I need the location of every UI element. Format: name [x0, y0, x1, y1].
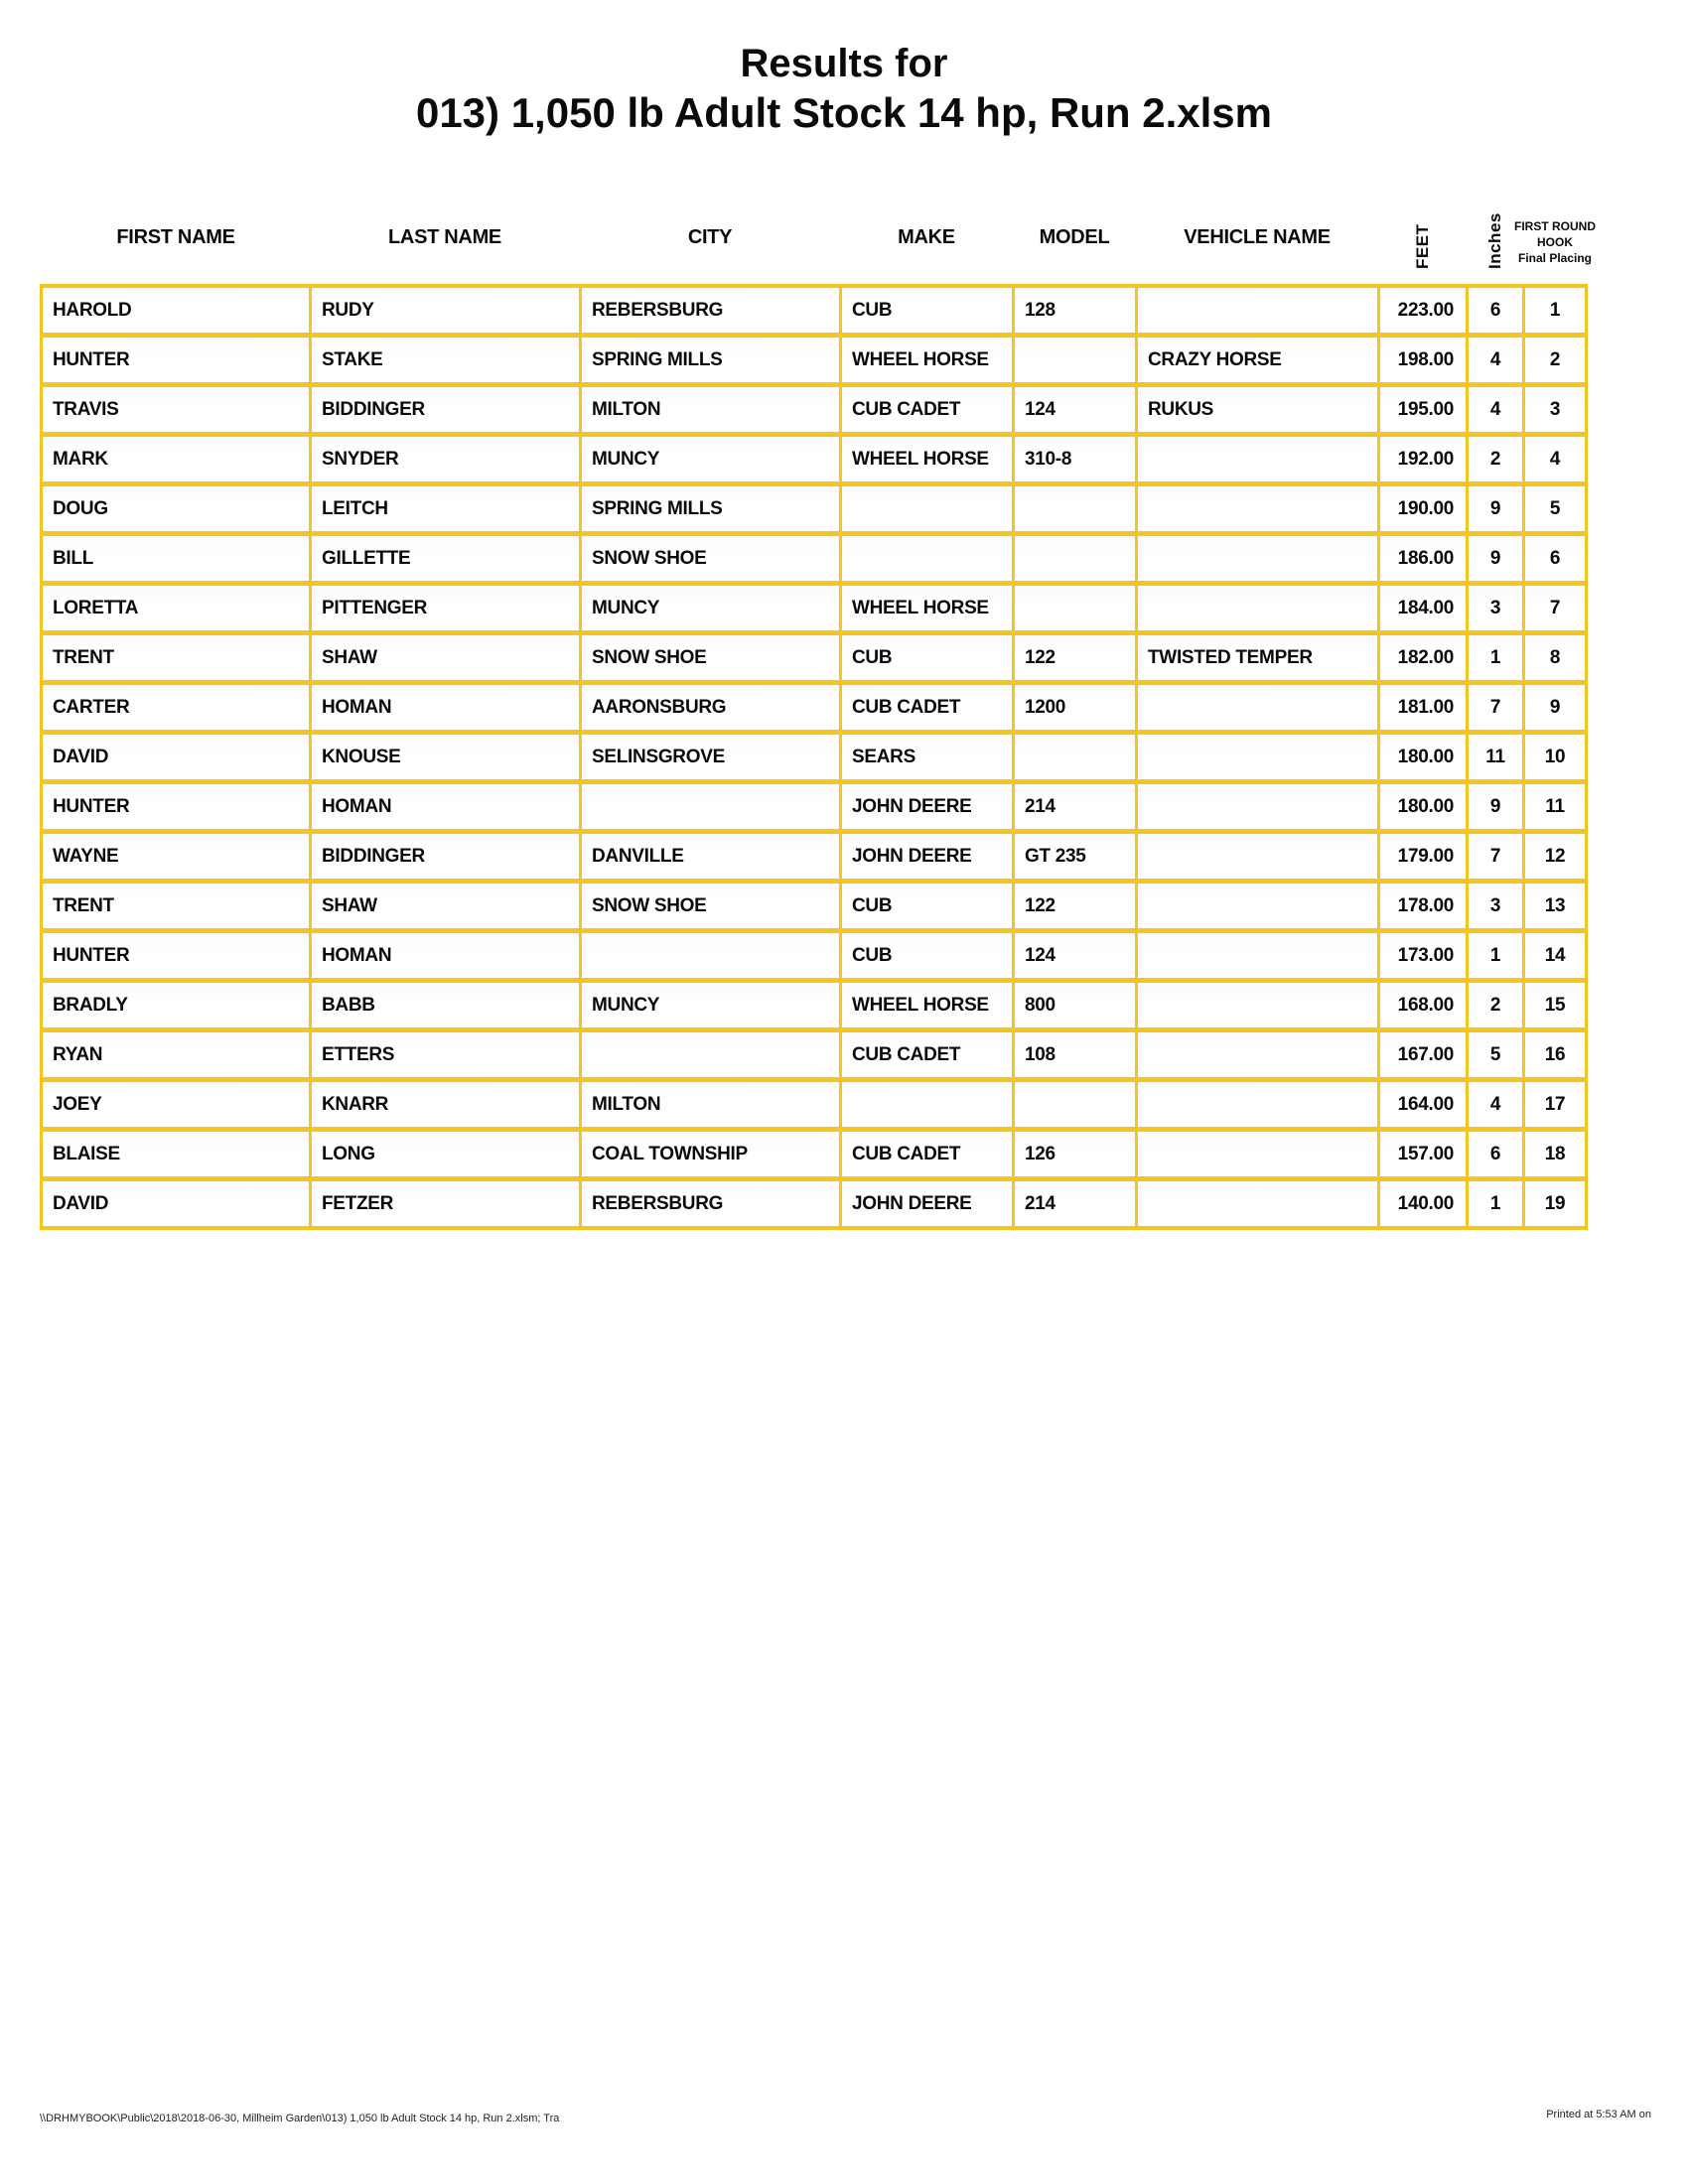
cell-inches: 11 [1469, 735, 1522, 779]
cell-vehicle-name [1138, 933, 1377, 978]
table-row [43, 1032, 1585, 1077]
column-header-first-round-hook [1514, 218, 1596, 266]
table-row [43, 586, 1585, 630]
cell-make: JOHN DEERE [842, 834, 1012, 879]
cell-feet: 223.00 [1380, 288, 1466, 333]
cell-model: 800 [1015, 983, 1135, 1027]
cell-placing: 4 [1525, 437, 1585, 481]
cell-make: CUB CADET [842, 1132, 1012, 1176]
table-row [43, 437, 1585, 481]
cell-placing: 16 [1525, 1032, 1585, 1077]
cell-inches: 1 [1469, 933, 1522, 978]
cell-make: WHEEL HORSE [842, 437, 1012, 481]
cell-model: 1200 [1015, 685, 1135, 730]
cell-feet: 190.00 [1380, 486, 1466, 531]
cell-inches: 9 [1469, 486, 1522, 531]
cell-city: MUNCY [582, 437, 839, 481]
cell-model: 128 [1015, 288, 1135, 333]
cell-city: SELINSGROVE [582, 735, 839, 779]
cell-placing: 10 [1525, 735, 1585, 779]
cell-vehicle-name: CRAZY HORSE [1138, 338, 1377, 382]
cell-city: SPRING MILLS [582, 338, 839, 382]
cell-city [582, 784, 839, 829]
cell-feet: 157.00 [1380, 1132, 1466, 1176]
cell-inches: 4 [1469, 387, 1522, 432]
cell-first-name: TRAVIS [43, 387, 309, 432]
cell-vehicle-name [1138, 784, 1377, 829]
cell-model: 124 [1015, 387, 1135, 432]
cell-inches: 1 [1469, 635, 1522, 680]
cell-last-name: STAKE [312, 338, 579, 382]
cell-last-name: RUDY [312, 288, 579, 333]
cell-placing: 17 [1525, 1082, 1585, 1127]
cell-feet: 179.00 [1380, 834, 1466, 879]
table-row [43, 387, 1585, 432]
cell-inches: 9 [1469, 536, 1522, 581]
cell-last-name: SHAW [312, 884, 579, 928]
cell-first-name: TRENT [43, 635, 309, 680]
cell-make: WHEEL HORSE [842, 338, 1012, 382]
cell-placing: 11 [1525, 784, 1585, 829]
table-row [43, 933, 1585, 978]
cell-placing: 14 [1525, 933, 1585, 978]
cell-placing: 13 [1525, 884, 1585, 928]
cell-make: CUB CADET [842, 1032, 1012, 1077]
table-row [43, 983, 1585, 1027]
cell-make: CUB CADET [842, 685, 1012, 730]
cell-inches: 1 [1469, 1181, 1522, 1226]
table-row [43, 784, 1585, 829]
table-row [43, 834, 1585, 879]
cell-inches: 4 [1469, 338, 1522, 382]
cell-placing: 18 [1525, 1132, 1585, 1176]
cell-last-name: SNYDER [312, 437, 579, 481]
cell-feet: 164.00 [1380, 1082, 1466, 1127]
cell-first-name: BILL [43, 536, 309, 581]
cell-city: SNOW SHOE [582, 536, 839, 581]
cell-first-name: HUNTER [43, 338, 309, 382]
cell-vehicle-name: RUKUS [1138, 387, 1377, 432]
cell-model: 310-8 [1015, 437, 1135, 481]
cell-vehicle-name [1138, 685, 1377, 730]
cell-inches: 5 [1469, 1032, 1522, 1077]
cell-placing: 9 [1525, 685, 1585, 730]
cell-last-name: BIDDINGER [312, 834, 579, 879]
cell-model [1015, 735, 1135, 779]
cell-inches: 3 [1469, 586, 1522, 630]
column-header-last-name: LAST NAME [388, 226, 501, 248]
cell-make: CUB [842, 884, 1012, 928]
table-row [43, 536, 1585, 581]
cell-make: SEARS [842, 735, 1012, 779]
column-header-vehicle-name: VEHICLE NAME [1184, 226, 1331, 248]
cell-placing: 2 [1525, 338, 1585, 382]
cell-last-name: HOMAN [312, 784, 579, 829]
cell-make: JOHN DEERE [842, 1181, 1012, 1226]
cell-placing: 12 [1525, 834, 1585, 879]
table-row [43, 685, 1585, 730]
cell-feet: 180.00 [1380, 735, 1466, 779]
cell-first-name: HUNTER [43, 784, 309, 829]
cell-placing: 15 [1525, 983, 1585, 1027]
cell-make: CUB [842, 635, 1012, 680]
cell-vehicle-name [1138, 1082, 1377, 1127]
cell-last-name: BIDDINGER [312, 387, 579, 432]
cell-last-name: KNARR [312, 1082, 579, 1127]
cell-model [1015, 338, 1135, 382]
cell-placing: 6 [1525, 536, 1585, 581]
cell-model: 122 [1015, 635, 1135, 680]
hook-header-line3: Final Placing [1517, 251, 1592, 265]
cell-feet: 198.00 [1380, 338, 1466, 382]
cell-vehicle-name [1138, 288, 1377, 333]
column-header-model: MODEL [1039, 226, 1110, 248]
cell-make [842, 536, 1012, 581]
table-row [43, 884, 1585, 928]
column-header-inches: Inches [1485, 212, 1504, 269]
cell-placing: 5 [1525, 486, 1585, 531]
cell-last-name: SHAW [312, 635, 579, 680]
cell-model: 126 [1015, 1132, 1135, 1176]
cell-first-name: CARTER [43, 685, 309, 730]
cell-first-name: JOEY [43, 1082, 309, 1127]
cell-last-name: HOMAN [312, 933, 579, 978]
cell-vehicle-name: TWISTED TEMPER [1138, 635, 1377, 680]
results-table [40, 284, 1588, 1230]
cell-inches: 6 [1469, 1132, 1522, 1176]
cell-city: AARONSBURG [582, 685, 839, 730]
cell-vehicle-name [1138, 1181, 1377, 1226]
table-row [43, 486, 1585, 531]
cell-make: CUB [842, 288, 1012, 333]
cell-feet: 173.00 [1380, 933, 1466, 978]
cell-city: COAL TOWNSHIP [582, 1132, 839, 1176]
cell-model: 214 [1015, 784, 1135, 829]
cell-vehicle-name [1138, 486, 1377, 531]
cell-inches: 2 [1469, 437, 1522, 481]
cell-first-name: MARK [43, 437, 309, 481]
cell-vehicle-name [1138, 1032, 1377, 1077]
cell-last-name: LEITCH [312, 486, 579, 531]
cell-first-name: DAVID [43, 735, 309, 779]
cell-make: CUB [842, 933, 1012, 978]
cell-inches: 7 [1469, 834, 1522, 879]
table-row [43, 735, 1585, 779]
cell-placing: 3 [1525, 387, 1585, 432]
cell-first-name: LORETTA [43, 586, 309, 630]
cell-make [842, 486, 1012, 531]
cell-last-name: FETZER [312, 1181, 579, 1226]
footer-printed-time: Printed at 5:53 AM on [1546, 2109, 1651, 2120]
cell-vehicle-name [1138, 586, 1377, 630]
cell-make: JOHN DEERE [842, 784, 1012, 829]
cell-feet: 182.00 [1380, 635, 1466, 680]
cell-inches: 4 [1469, 1082, 1522, 1127]
cell-inches: 9 [1469, 784, 1522, 829]
cell-last-name: BABB [312, 983, 579, 1027]
cell-city [582, 1032, 839, 1077]
cell-last-name: ETTERS [312, 1032, 579, 1077]
cell-model [1015, 536, 1135, 581]
cell-inches: 3 [1469, 884, 1522, 928]
cell-city: SNOW SHOE [582, 635, 839, 680]
cell-vehicle-name [1138, 983, 1377, 1027]
column-header-make: MAKE [898, 226, 955, 248]
cell-placing: 7 [1525, 586, 1585, 630]
cell-feet: 140.00 [1380, 1181, 1466, 1226]
cell-city [582, 933, 839, 978]
cell-model: 124 [1015, 933, 1135, 978]
cell-feet: 180.00 [1380, 784, 1466, 829]
cell-vehicle-name [1138, 735, 1377, 779]
cell-vehicle-name [1138, 536, 1377, 581]
cell-feet: 195.00 [1380, 387, 1466, 432]
cell-last-name: LONG [312, 1132, 579, 1176]
cell-make: CUB CADET [842, 387, 1012, 432]
cell-first-name: DOUG [43, 486, 309, 531]
hook-header-line2: HOOK [1537, 235, 1573, 249]
table-row [43, 1181, 1585, 1226]
cell-vehicle-name [1138, 1132, 1377, 1176]
hook-header-line1: FIRST ROUND [1514, 219, 1596, 233]
footer-file-path: \\DRHMYBOOK\Public\2018\2018-06-30, Millheim Garden\013) 1,050 lb Adult Stock 14 hp, Run 2.xlsm; Tra [40, 2113, 560, 2124]
cell-inches: 6 [1469, 288, 1522, 333]
report-title-line2: 013) 1,050 lb Adult Stock 14 hp, Run 2.xlsm [415, 89, 1273, 136]
cell-first-name: WAYNE [43, 834, 309, 879]
column-header-first-name: FIRST NAME [116, 226, 235, 248]
cell-city: MUNCY [582, 586, 839, 630]
cell-vehicle-name [1138, 437, 1377, 481]
cell-placing: 8 [1525, 635, 1585, 680]
cell-feet: 168.00 [1380, 983, 1466, 1027]
column-header-city: CITY [687, 226, 733, 248]
cell-city: MUNCY [582, 983, 839, 1027]
table-row [43, 635, 1585, 680]
cell-first-name: BRADLY [43, 983, 309, 1027]
cell-model [1015, 586, 1135, 630]
table-row [43, 1132, 1585, 1176]
cell-make [842, 1082, 1012, 1127]
cell-make: WHEEL HORSE [842, 983, 1012, 1027]
cell-city: SNOW SHOE [582, 884, 839, 928]
cell-make: WHEEL HORSE [842, 586, 1012, 630]
cell-first-name: TRENT [43, 884, 309, 928]
cell-feet: 192.00 [1380, 437, 1466, 481]
cell-model: GT 235 [1015, 834, 1135, 879]
cell-first-name: HAROLD [43, 288, 309, 333]
cell-city: MILTON [582, 1082, 839, 1127]
cell-last-name: HOMAN [312, 685, 579, 730]
report-title-line1: Results for [740, 42, 948, 85]
cell-last-name: PITTENGER [312, 586, 579, 630]
cell-first-name: HUNTER [43, 933, 309, 978]
cell-city: SPRING MILLS [582, 486, 839, 531]
cell-vehicle-name [1138, 834, 1377, 879]
cell-feet: 181.00 [1380, 685, 1466, 730]
cell-feet: 184.00 [1380, 586, 1466, 630]
cell-inches: 7 [1469, 685, 1522, 730]
cell-vehicle-name [1138, 884, 1377, 928]
cell-model: 214 [1015, 1181, 1135, 1226]
cell-city: DANVILLE [582, 834, 839, 879]
cell-feet: 167.00 [1380, 1032, 1466, 1077]
cell-feet: 186.00 [1380, 536, 1466, 581]
cell-model [1015, 486, 1135, 531]
cell-model [1015, 1082, 1135, 1127]
cell-inches: 2 [1469, 983, 1522, 1027]
cell-city: REBERSBURG [582, 1181, 839, 1226]
cell-feet: 178.00 [1380, 884, 1466, 928]
cell-last-name: GILLETTE [312, 536, 579, 581]
cell-model: 108 [1015, 1032, 1135, 1077]
cell-city: MILTON [582, 387, 839, 432]
cell-city: REBERSBURG [582, 288, 839, 333]
table-row [43, 1082, 1585, 1127]
cell-placing: 19 [1525, 1181, 1585, 1226]
cell-first-name: RYAN [43, 1032, 309, 1077]
table-row [43, 338, 1585, 382]
cell-model: 122 [1015, 884, 1135, 928]
table-row [43, 288, 1585, 333]
cell-placing: 1 [1525, 288, 1585, 333]
column-header-feet: FEET [1413, 223, 1432, 269]
cell-last-name: KNOUSE [312, 735, 579, 779]
cell-first-name: BLAISE [43, 1132, 309, 1176]
cell-first-name: DAVID [43, 1181, 309, 1226]
